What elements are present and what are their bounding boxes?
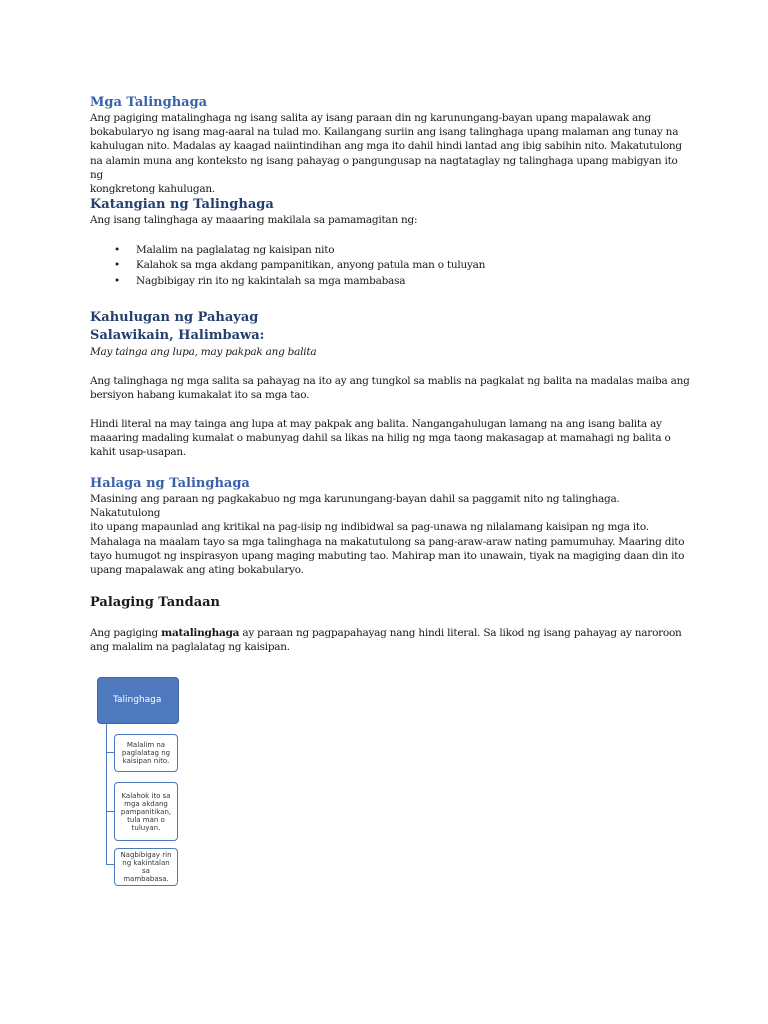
heading-mga-talinghaga: Mga Talinghaga: [90, 95, 208, 110]
katangian-intro: Ang isang talinghaga ay maaaring makilala sa pamamagitan ng:: [90, 214, 418, 226]
text-line: Mahalaga na maalam tayo sa mga talinghaga na makatutulong sa pang-araw-araw nating pamumuhay. Maaring dito: [90, 536, 685, 548]
heading-katangian: Katangian ng Talinghaga: [90, 197, 274, 212]
text-line: Masining ang paraan ng pagkakabuo ng mga karunungang-bayan dahil sa paggamit nito ng talinghaga. Nakatutulong: [90, 493, 620, 520]
bullet-icon: •: [114, 259, 120, 272]
text-line: na alamin muna ang konteksto ng isang pahayag o pangungusap na nagtataglay ng talinghaga upang mabigyan ito ng: [90, 154, 678, 181]
text-line: Ang pagiging matalinghaga ng isang salita ay isang paraan din ng karunungang-bayan upang mapalawak ang: [90, 112, 651, 124]
subheading-salawikain: Salawikain, Halimbawa:: [90, 328, 265, 343]
text-line: tayo humugot ng inspirasyon upang maging mabuting tao. Mahirap man ito unawain, tiyak na magiging daan din ito: [90, 550, 685, 563]
text-line: Ang talinghaga ng mga salita sa pahayag na ito ay ang tungkol sa mablis na pagkalat ng balita na madalas maiba ang: [90, 375, 690, 387]
diagram-child-node: Kalahok ito sa mga akdang pampanitikan, tula man o tuluyan.: [114, 782, 178, 841]
connector-line: [106, 724, 107, 864]
text-line: kahulugan nito. Madalas ay kaagad naiintindihan ang mga ito dahil hindi lantad ang ibig sabihin nito. Makatutulong: [90, 140, 682, 153]
paragraph-kahulugan-2: [90, 417, 690, 460]
text-line: Hindi literal na may tainga ang lupa at may pakpak ang balita. Nangangahulugan lamang na ang isang balita ay: [90, 418, 662, 430]
list-item: • Kalahok sa mga akdang pampanitikan, anyong patula man o tuluyan: [90, 258, 690, 273]
example-salawikain: May tainga ang lupa, may pakpak ang balita: [90, 346, 317, 358]
text-line: ang malalim na paglalatag ng kaisipan.: [90, 641, 290, 654]
text-line: bokabularyo ng isang mag-aaral na tulad mo. Kailangang suriin ang isang talinghaga upang malaman ang tunay na: [90, 126, 679, 139]
text-line: bersiyon habang kumakalat ito sa mga tao.: [90, 389, 310, 402]
text-line: upang mapalawak ang ating bokabularyo.: [90, 564, 304, 577]
paragraph-kahulugan-1: [90, 374, 690, 402]
text-line: kongkretong kahulugan.: [90, 183, 215, 196]
heading-tandaan: Palaging Tandaan: [90, 595, 220, 610]
paragraph-tandaan: [90, 626, 690, 654]
text-line: kahit usap-usapan.: [90, 446, 186, 459]
connector-line: [106, 811, 114, 812]
list-item: • Malalim na paglalatag ng kaisipan nito: [90, 243, 690, 258]
paragraph-halaga-1: [90, 492, 690, 535]
diagram-child-node: Malalim na paglalatag ng kaisipan nito.: [114, 734, 178, 772]
talinghaga-diagram: [97, 677, 187, 892]
connector-line: [106, 752, 114, 753]
text-line: ito upang mapaunlad ang kritikal na pag-iisip ng indibidwal sa pag-unawa ng nilalamang kaisipan ng mga ito.: [90, 521, 649, 534]
list-item: • Nagbibigay rin ito ng kakintalah sa mga mambabasa: [90, 274, 690, 289]
diagram-root-node: Talinghaga: [97, 677, 179, 724]
bullet-icon: •: [114, 274, 120, 287]
diagram-child-node: Nagbibigay rin ng kakintalan sa mambabasa.: [114, 848, 178, 886]
connector-line: [106, 864, 114, 865]
paragraph-mga-talinghaga: [90, 111, 690, 196]
heading-halaga: Halaga ng Talinghaga: [90, 476, 250, 491]
text-line: maaaring madaling kumalat o mabunyag dahil sa likas na hilig ng mga taong makasagap at mamahagi ng balita o: [90, 432, 671, 445]
heading-kahulugan: Kahulugan ng Pahayag: [90, 310, 259, 325]
text-line: Ang pagiging matalinghaga ay paraan ng pagpapahayag nang hindi literal. Sa likod ng isang pahayag ay naroroon: [90, 627, 682, 639]
bold-term: matalinghaga: [161, 627, 240, 639]
bullet-icon: •: [114, 244, 120, 256]
katangian-list: [90, 243, 690, 289]
paragraph-halaga-2: [90, 535, 690, 578]
